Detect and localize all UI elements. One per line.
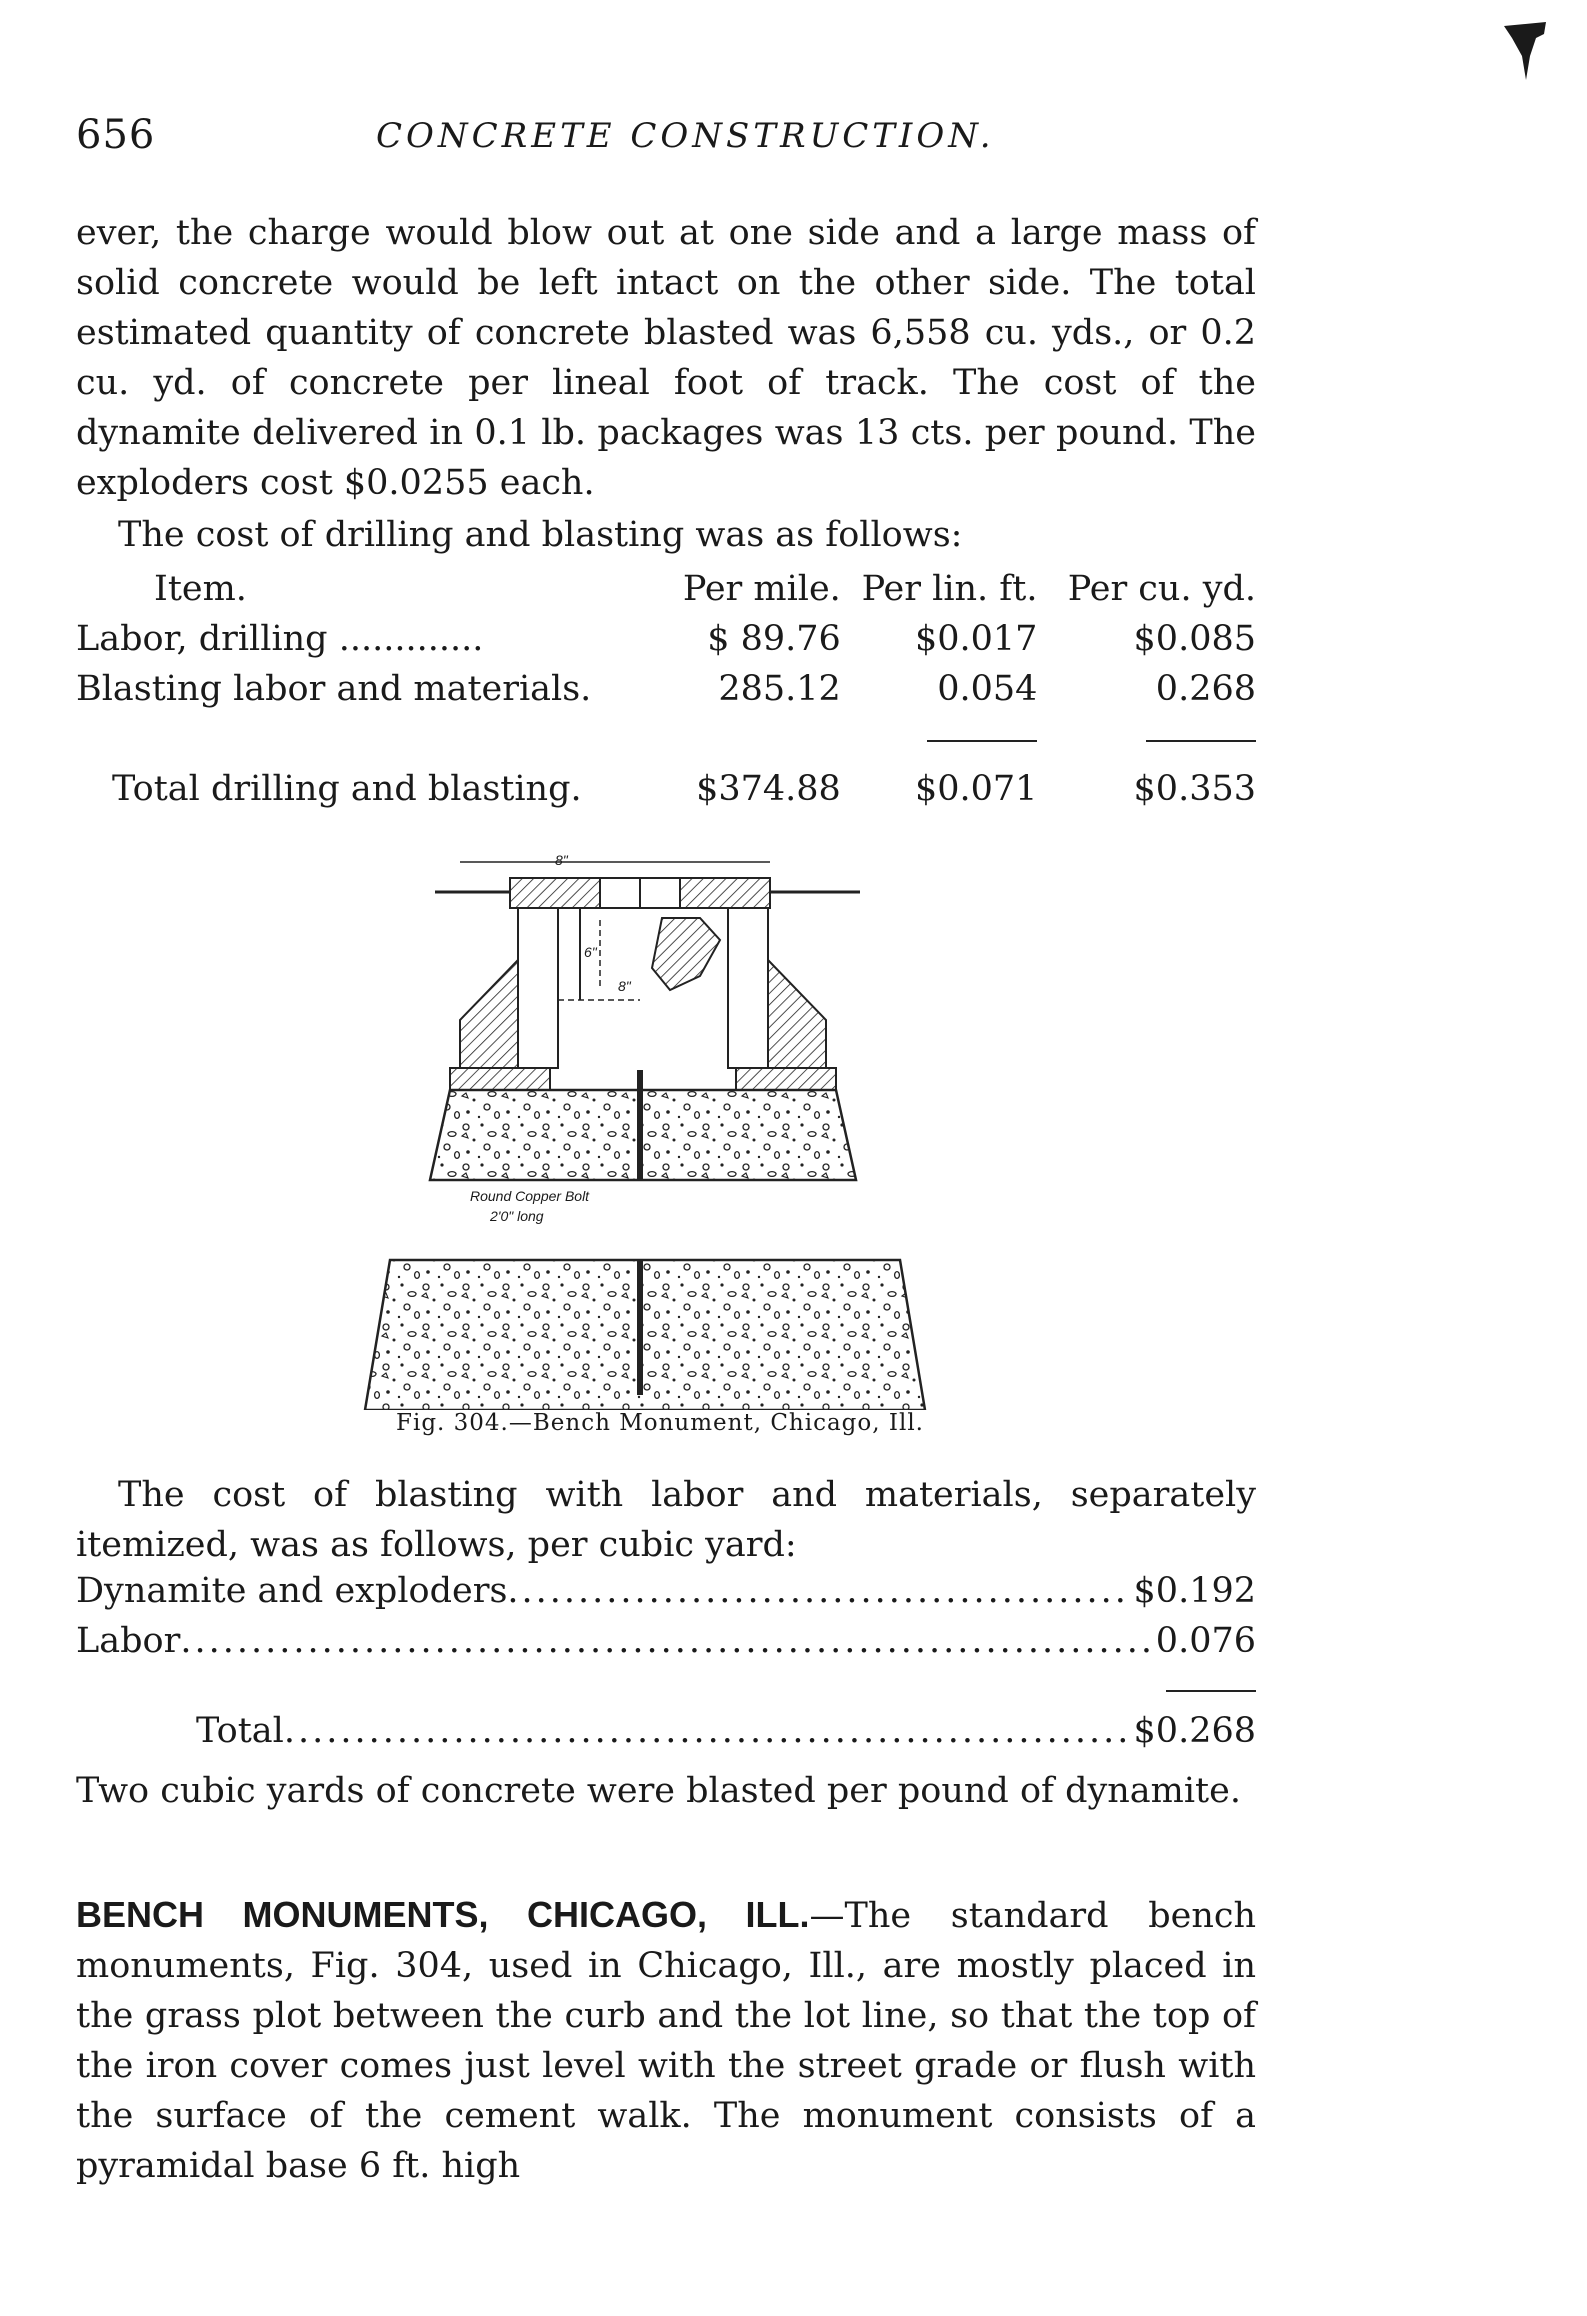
ledger-value: 0.076 <box>1155 1621 1256 1661</box>
page-number: 656 <box>76 112 156 158</box>
column-header-per-cu-yd: Per cu. yd. <box>1067 569 1256 609</box>
cell-total-item: Total drilling and blasting. <box>112 769 582 809</box>
rule-per-lin-ft <box>841 714 1058 764</box>
running-title: CONCRETE CONSTRUCTION. <box>376 116 995 156</box>
figure-label-inner-dimension: 8" <box>618 978 631 994</box>
page-header <box>76 112 1256 172</box>
ledger-sum-rule <box>1166 1690 1256 1692</box>
cell-per-mile: 285.12 <box>718 669 841 709</box>
corner-ink-mark <box>1500 20 1546 80</box>
ledger-label: Dynamite and exploders <box>76 1571 508 1611</box>
table-row <box>76 614 1256 664</box>
cell-per-lin-ft: $0.017 <box>914 619 1038 659</box>
leader-dots <box>284 1706 1130 1756</box>
cell-total-per-mile: $374.88 <box>696 769 841 809</box>
figure-label-bolt-length: 2'0" long <box>490 1208 544 1224</box>
table-rule-row <box>76 714 1256 764</box>
leader-dots <box>180 1616 1151 1666</box>
row-item-label: Labor, drilling ............. <box>76 619 484 659</box>
row-item-label: Blasting labor and materials. <box>76 669 592 709</box>
drilling-blasting-cost-table <box>76 564 1256 814</box>
paragraph-bench-monuments <box>76 1890 1256 2191</box>
paragraph-blasting-intro: ever, the charge would blow out at one side and a large mass of solid concrete would be left intact on the other side. The total estimated quantity of concrete blasted was 6,558 cu. yds., or 0.2 cu. yd. of concrete per lineal foot of track. The cost of the dynamite delivered in 0.1 lb. packages was 13 cts. per pound. The exploders cost $0.0255 each. <box>76 213 1256 503</box>
bench-monument-drawing <box>300 840 1000 1410</box>
cell-per-cu-yd: $0.085 <box>1133 619 1256 659</box>
column-header-item: Item. <box>154 569 247 609</box>
cell-item <box>76 614 683 664</box>
table-header-row <box>76 564 1256 614</box>
column-header-per-lin-ft: Per lin. ft. <box>861 569 1038 609</box>
section-body: —The standard bench monuments, Fig. 304, used in Chicago, Ill., are mostly placed in the grass plot between the curb and the lot line, so that the top of the iron cover comes just level with the street grade or flush with the surface of the cement walk. The monument consists of a pyramidal base 6 ft. high <box>76 1896 1257 2186</box>
paragraph-cost-lead: The cost of drilling and blasting was as follows: <box>118 515 963 555</box>
figure-label-bolt: Round Copper Bolt <box>470 1188 590 1204</box>
ledger-row-dynamite <box>76 1566 1256 1616</box>
cell-total-per-lin-ft: $0.071 <box>914 769 1038 809</box>
ledger-row-labor <box>76 1616 1256 1666</box>
rule-per-cu-yd <box>1057 714 1256 764</box>
ledger-value: $0.192 <box>1133 1571 1256 1611</box>
cell-per-lin-ft: 0.054 <box>937 669 1038 709</box>
table-row <box>76 664 1256 714</box>
ledger-total-value: $0.268 <box>1133 1711 1256 1751</box>
cell-per-mile: $ 89.76 <box>707 619 841 659</box>
figure-bench-monument <box>300 840 1000 1430</box>
ledger-row-total <box>196 1706 1256 1756</box>
paragraph-yield: Two cubic yards of concrete were blasted per pound of dynamite. <box>76 1771 1241 1811</box>
section-heading: BENCH MONUMENTS, CHICAGO, ILL. <box>76 1894 810 1935</box>
figure-label-height-dimension: 6" <box>584 944 597 960</box>
paragraph-itemized-lead: The cost of blasting with labor and materials, separately itemized, was as follows, per cubic yard: <box>76 1475 1256 1565</box>
ledger-label: Labor <box>76 1621 181 1661</box>
cell-total-per-cu-yd: $0.353 <box>1133 769 1256 809</box>
cell-item <box>76 664 683 714</box>
figure-caption: Fig. 304.—Bench Monument, Chicago, Ill. <box>396 1410 924 1436</box>
column-header-per-mile: Per mile. <box>682 569 841 609</box>
cell-per-cu-yd: 0.268 <box>1155 669 1256 709</box>
ledger-total-label: Total <box>196 1711 284 1751</box>
leader-dots <box>507 1566 1129 1616</box>
table-total-row <box>76 764 1256 814</box>
figure-label-top-dimension: 8" <box>555 852 568 868</box>
